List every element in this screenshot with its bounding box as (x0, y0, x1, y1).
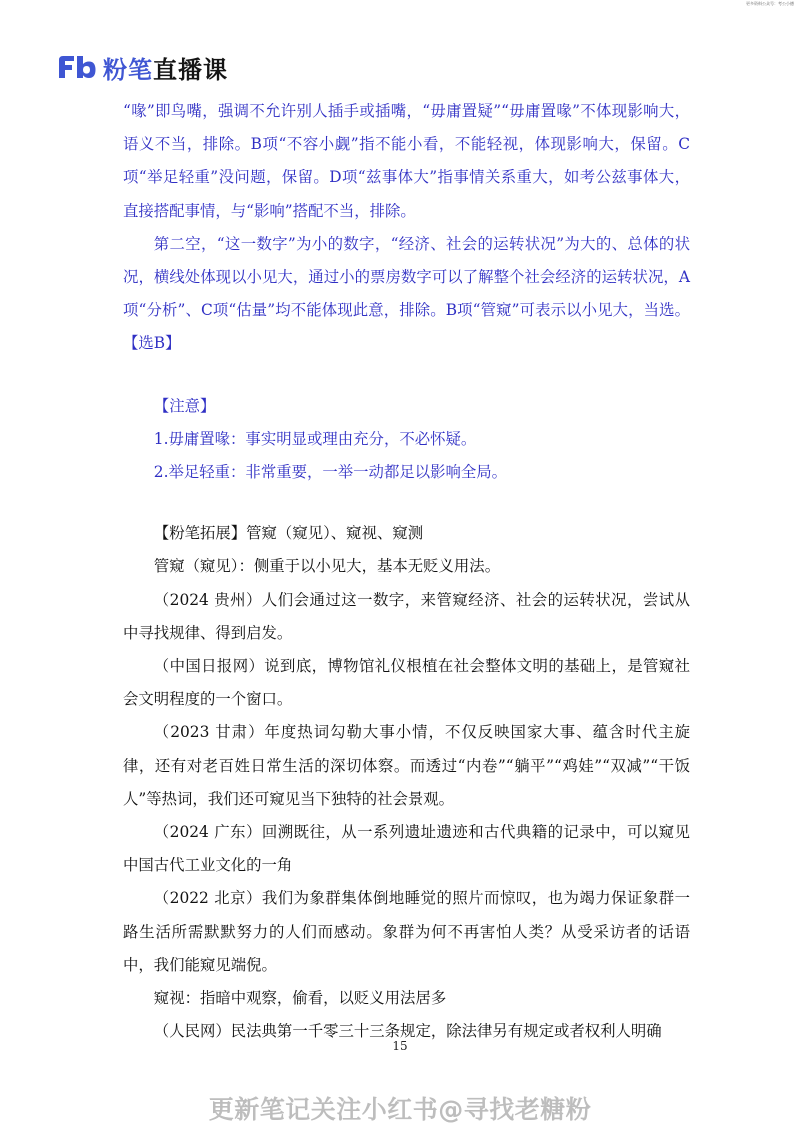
fenbi-logo-icon (57, 53, 97, 81)
brand-name (103, 50, 228, 85)
extension-definition-2: 窥视：指暗中观察，偷看，以贬义用法居多 (153, 989, 447, 1008)
example-paragraph: （中国日报网）说到底，博物馆礼仪根植在社会整体文明的基础上，是管窥社会文明程度的一个窗口。 (123, 657, 690, 709)
notice-item-2: 2.举足轻重：非常重要，一举一动都足以影响全局。 (153, 463, 508, 482)
example-paragraph: （2024 贵州）人们会通过这一数字，来管窥经济、社会的运转状况，尝试从中寻找规律、得到启发。 (123, 590, 690, 642)
extension-title: 【粉笔拓展】管窥（窥见）、窥视、窥测 (153, 524, 424, 543)
example-paragraph: （2024 广东）回溯既往，从一系列遗址遗迹和古代典籍的记录中，可以窥见中国古代工业文化的一角 (123, 823, 690, 875)
brand-header (57, 50, 228, 84)
notice-item-1: 1.毋庸置喙：事实明显或理由充分，不必怀疑。 (153, 429, 477, 448)
extension-definition: 管窥（窥见）：侧重于以小见大，基本无贬义用法。 (153, 557, 501, 576)
page-content (123, 95, 690, 1048)
top-note: 更多资料公众号：考公小德 (746, 1, 794, 6)
section-gap (123, 361, 690, 390)
brand-prefix: 粉笔 (103, 55, 153, 84)
footer-banner: 更新笔记关注小红书@寻找老糖粉 (208, 1095, 592, 1124)
brand-suffix: 直播课 (153, 55, 228, 84)
example-paragraph-last: （人民网）民法典第一千零三十三条规定，除法律另有规定或者权利人明确 (153, 1022, 662, 1041)
analysis-paragraph-1: “喙”即鸟嘴，强调不允许别人插手或插嘴，“毋庸置疑”“毋庸置喙”不体现影响大，语义不当，排除。B项“不容小觑”指不能小看，不能轻视，体现影响大，保留。C项“举足轻重”没问题，保留。D项“兹事体大”指事情关系重大，如考公兹事体大，直接搭配事情，与“影响”搭配不当，排除。 (123, 102, 690, 220)
section-gap (123, 489, 690, 517)
notice-title: 【注意】 (153, 396, 216, 415)
example-paragraph: （2022 北京）我们为象群集体倒地睡觉的照片而惊叹，也为竭力保证象群一路生活所需默默努力的人们而感动。象群为何不再害怕人类？从受采访者的话语中，我们能窥见端倪。 (123, 889, 690, 974)
page-number: 15 (392, 1039, 408, 1053)
example-paragraph: （2023 甘肃）年度热词勾勒大事小情，不仅反映国家大事、蕴含时代主旋律，还有对老百姓日常生活的深切体察。而透过“内卷”“躺平”“鸡娃”“双减”“干饭人”等热词，我们还可窥见当下独特的社会景观。 (123, 723, 690, 808)
analysis-paragraph-2: 第二空，“这一数字”为小的数字，“经济、社会的运转状况”为大的、总体的状况，横线处体现以小见大，通过小的票房数字可以了解整个社会经济的运转状况，A项“分析”、C项“估量”均不能体现此意，排除。B项“管窥”可表示以小见大，当选。【选B】 (123, 234, 690, 353)
